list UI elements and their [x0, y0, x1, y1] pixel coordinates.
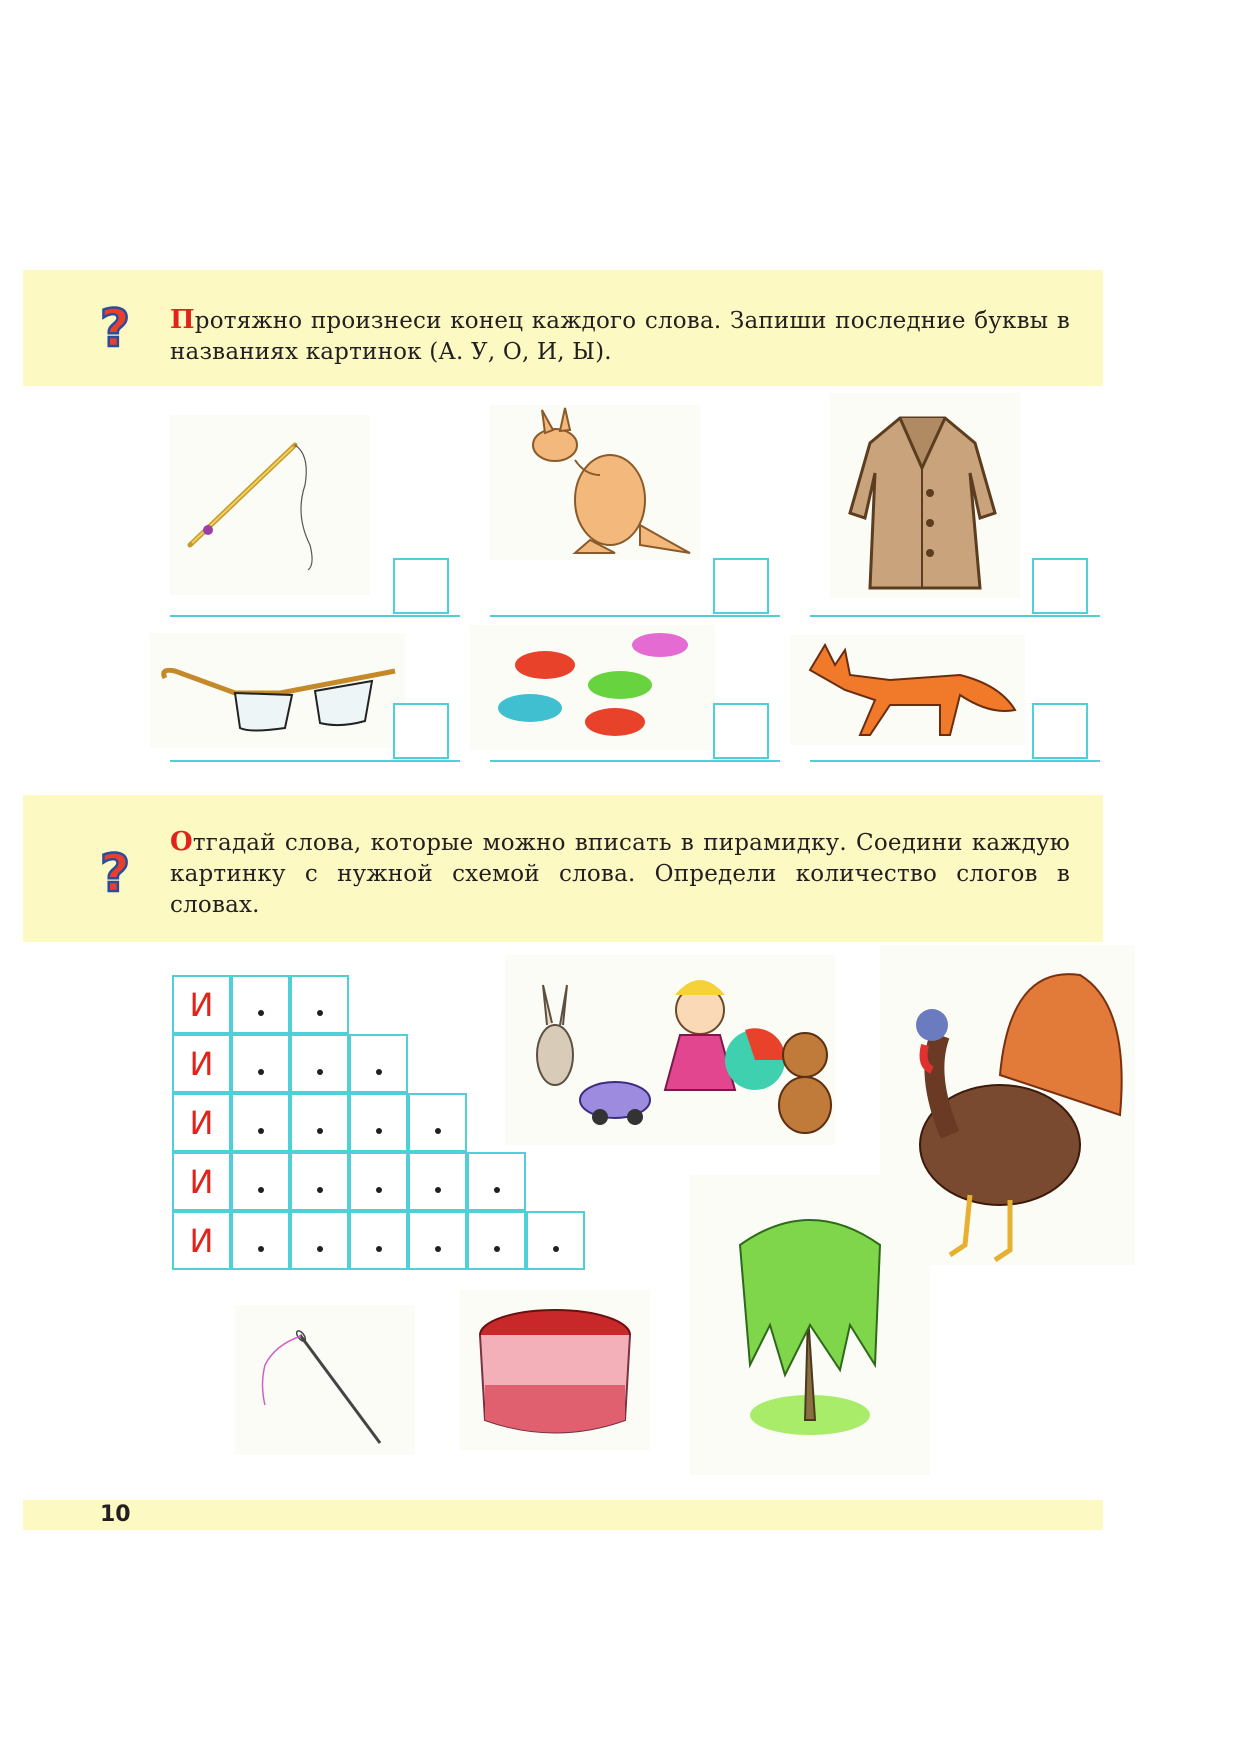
page-footer-band [23, 1500, 1103, 1530]
pyramid-dot [494, 1246, 500, 1252]
pyramid-letter-cell[interactable] [172, 1093, 231, 1152]
pyramid-dot-cell[interactable] [290, 1034, 349, 1093]
answer-box-5[interactable] [713, 703, 769, 759]
pyramid-dot-cell[interactable] [349, 1034, 408, 1093]
answer-line-1 [170, 615, 460, 617]
pyramid-dot [258, 1187, 264, 1193]
pyramid-dot [435, 1246, 441, 1252]
pyramid-letter: И [189, 1103, 214, 1142]
pyramid-dot-cell[interactable] [526, 1211, 585, 1270]
pyramid-dot-cell[interactable] [290, 1093, 349, 1152]
pyramid-dot-cell[interactable] [349, 1152, 408, 1211]
caviar-image [460, 1290, 650, 1450]
svg-text:?: ? [99, 299, 131, 356]
task1-capital: П [170, 305, 195, 335]
task2-text: Отгадай слова, которые можно вписать в пирамидку. Соедини каждую картинку с нужной схемой слова. Определи количество слогов в словах. [170, 827, 1070, 918]
pyramid-dot [258, 1246, 264, 1252]
pyramid-letter: И [189, 1044, 214, 1083]
fox-image [790, 635, 1025, 745]
pyramid-dot-cell[interactable] [231, 1093, 290, 1152]
pyramid-dot [317, 1128, 323, 1134]
page-number: 10 [100, 1502, 131, 1527]
pyramid-dot [258, 1128, 264, 1134]
pyramid-dot-cell[interactable] [231, 1152, 290, 1211]
coat-image [830, 393, 1020, 598]
pyramid-dot-cell[interactable] [349, 1093, 408, 1152]
task2-capital: О [170, 827, 193, 857]
pyramid-letter: И [189, 1162, 214, 1201]
pyramid-dot-cell[interactable] [408, 1211, 467, 1270]
pyramid-letter-cell[interactable] [172, 975, 231, 1034]
svg-text:?: ? [99, 844, 131, 901]
answer-line-3 [810, 615, 1100, 617]
pyramid-dot [376, 1128, 382, 1134]
pyramid-letter-cell[interactable] [172, 1152, 231, 1211]
pyramid-dot [494, 1187, 500, 1193]
answer-box-3[interactable] [1032, 558, 1088, 614]
pyramid-dot-cell[interactable] [467, 1211, 526, 1270]
pyramid-dot-cell[interactable] [349, 1211, 408, 1270]
pyramid-dot-cell[interactable] [231, 975, 290, 1034]
pyramid-dot [317, 1069, 323, 1075]
pyramid-dot [376, 1069, 382, 1075]
pyramid-dot [376, 1187, 382, 1193]
pyramid-dot-cell[interactable] [408, 1093, 467, 1152]
pyramid-dot [317, 1246, 323, 1252]
answer-box-2[interactable] [713, 558, 769, 614]
answer-line-5 [490, 760, 780, 762]
pyramid-dot [317, 1010, 323, 1016]
toys-image [505, 955, 835, 1145]
pyramid-dot [317, 1187, 323, 1193]
pyramid-dot [376, 1246, 382, 1252]
pyramid-letter: И [189, 985, 214, 1024]
kangaroo-image [490, 405, 700, 560]
glasses-image [150, 633, 405, 748]
pyramid-dot [435, 1187, 441, 1193]
candies-image [470, 625, 715, 750]
pyramid-letter: И [189, 1221, 214, 1260]
pyramid-dot [435, 1128, 441, 1134]
answer-line-2 [490, 615, 780, 617]
needle-image [235, 1305, 415, 1455]
task1-text: Протяжно произнеси конец каждого слова. Запиши последние буквы в названиях картинок (А. У, О, И, Ы). [170, 305, 1070, 365]
pyramid-dot [258, 1010, 264, 1016]
pyramid-dot [258, 1069, 264, 1075]
willow-image [690, 1175, 930, 1475]
answer-box-1[interactable] [393, 558, 449, 614]
pyramid-dot-cell[interactable] [231, 1211, 290, 1270]
pyramid-letter-cell[interactable] [172, 1211, 231, 1270]
pyramid-letter-cell[interactable] [172, 1034, 231, 1093]
pyramid-dot-cell[interactable] [290, 1152, 349, 1211]
question-icon [93, 843, 137, 901]
pyramid-dot-cell[interactable] [467, 1152, 526, 1211]
answer-box-6[interactable] [1032, 703, 1088, 759]
question-icon [93, 298, 137, 356]
answer-line-4 [170, 760, 460, 762]
answer-line-6 [810, 760, 1100, 762]
answer-box-4[interactable] [393, 703, 449, 759]
fishing-rod-image [170, 415, 370, 595]
pyramid-dot-cell[interactable] [290, 1211, 349, 1270]
pyramid-dot-cell[interactable] [408, 1152, 467, 1211]
pyramid-dot-cell[interactable] [290, 975, 349, 1034]
pyramid-dot [553, 1246, 559, 1252]
pyramid-dot-cell[interactable] [231, 1034, 290, 1093]
